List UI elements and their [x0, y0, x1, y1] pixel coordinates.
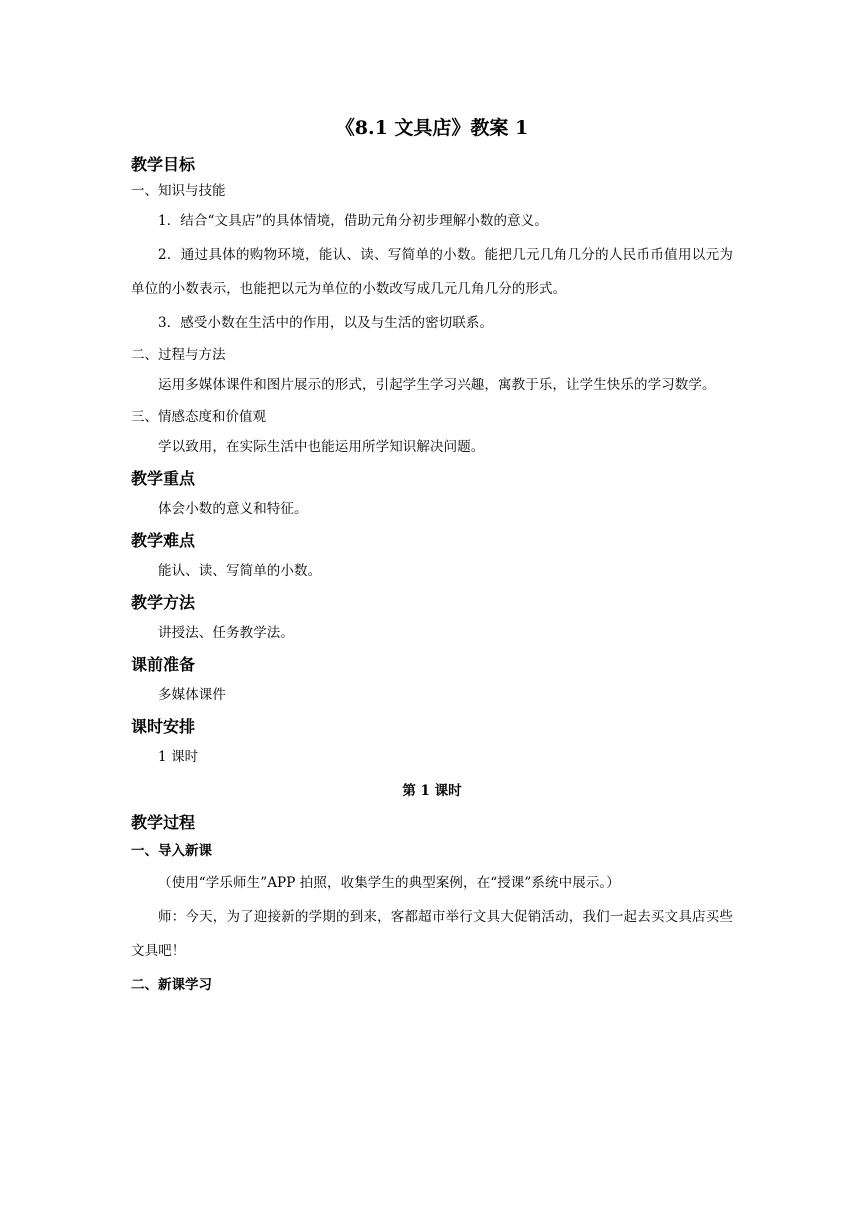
schedule-text: 1 课时 [158, 749, 199, 765]
intro-paragraph-2: 师：今天，为了迎接新的学期的到来，客都超市举行文具大促销活动，我们一起去买文具店买些文具吧！ [131, 909, 733, 959]
objectives-heading: 教学目标 [131, 155, 196, 174]
schedule-heading: 课时安排 [131, 717, 196, 736]
intro-paragraph-1: （使用“学乐师生”APP 拍照，收集学生的典型案例，在“授课”系统中展示。） [158, 875, 620, 891]
lesson-label: 第 1 课时 [402, 783, 462, 799]
key-points-heading: 教学重点 [131, 469, 196, 488]
knowledge-item-3: 3．感受小数在生活中的作用，以及与生活的密切联系。 [158, 315, 494, 331]
methods-text: 讲授法、任务教学法。 [158, 625, 294, 641]
intro-heading: 一、导入新课 [131, 843, 212, 859]
attitude-text: 学以致用，在实际生活中也能运用所学知识解决问题。 [158, 439, 485, 455]
preparation-heading: 课前准备 [131, 655, 196, 674]
difficulties-text: 能认、读、写简单的小数。 [158, 563, 322, 579]
knowledge-heading: 一、知识与技能 [131, 183, 226, 199]
process-text: 运用多媒体课件和图片展示的形式，引起学生学习兴趣，寓教于乐，让学生快乐的学习数学。 [158, 377, 716, 393]
attitude-heading: 三、情感态度和价值观 [131, 409, 266, 425]
process-heading: 二、过程与方法 [131, 347, 226, 363]
lesson-plan [131, 114, 733, 1000]
knowledge-item-2: 2．通过具体的购物环境，能认、读、写简单的小数。能把几元几角几分的人民币币值用以元为单位的小数表示，也能把以元为单位的小数改写成几元几角几分的形式。 [131, 247, 733, 297]
procedure-heading: 教学过程 [131, 813, 196, 832]
difficulties-heading: 教学难点 [131, 531, 196, 550]
methods-heading: 教学方法 [131, 593, 196, 612]
knowledge-item-1: 1．结合“文具店”的具体情境，借助元角分初步理解小数的意义。 [158, 213, 548, 229]
preparation-text: 多媒体课件 [158, 687, 226, 703]
key-points-text: 体会小数的意义和特征。 [158, 501, 308, 517]
document-title: 《8.1 文具店》教案 1 [335, 117, 529, 139]
new-lesson-heading: 二、新课学习 [131, 977, 212, 993]
